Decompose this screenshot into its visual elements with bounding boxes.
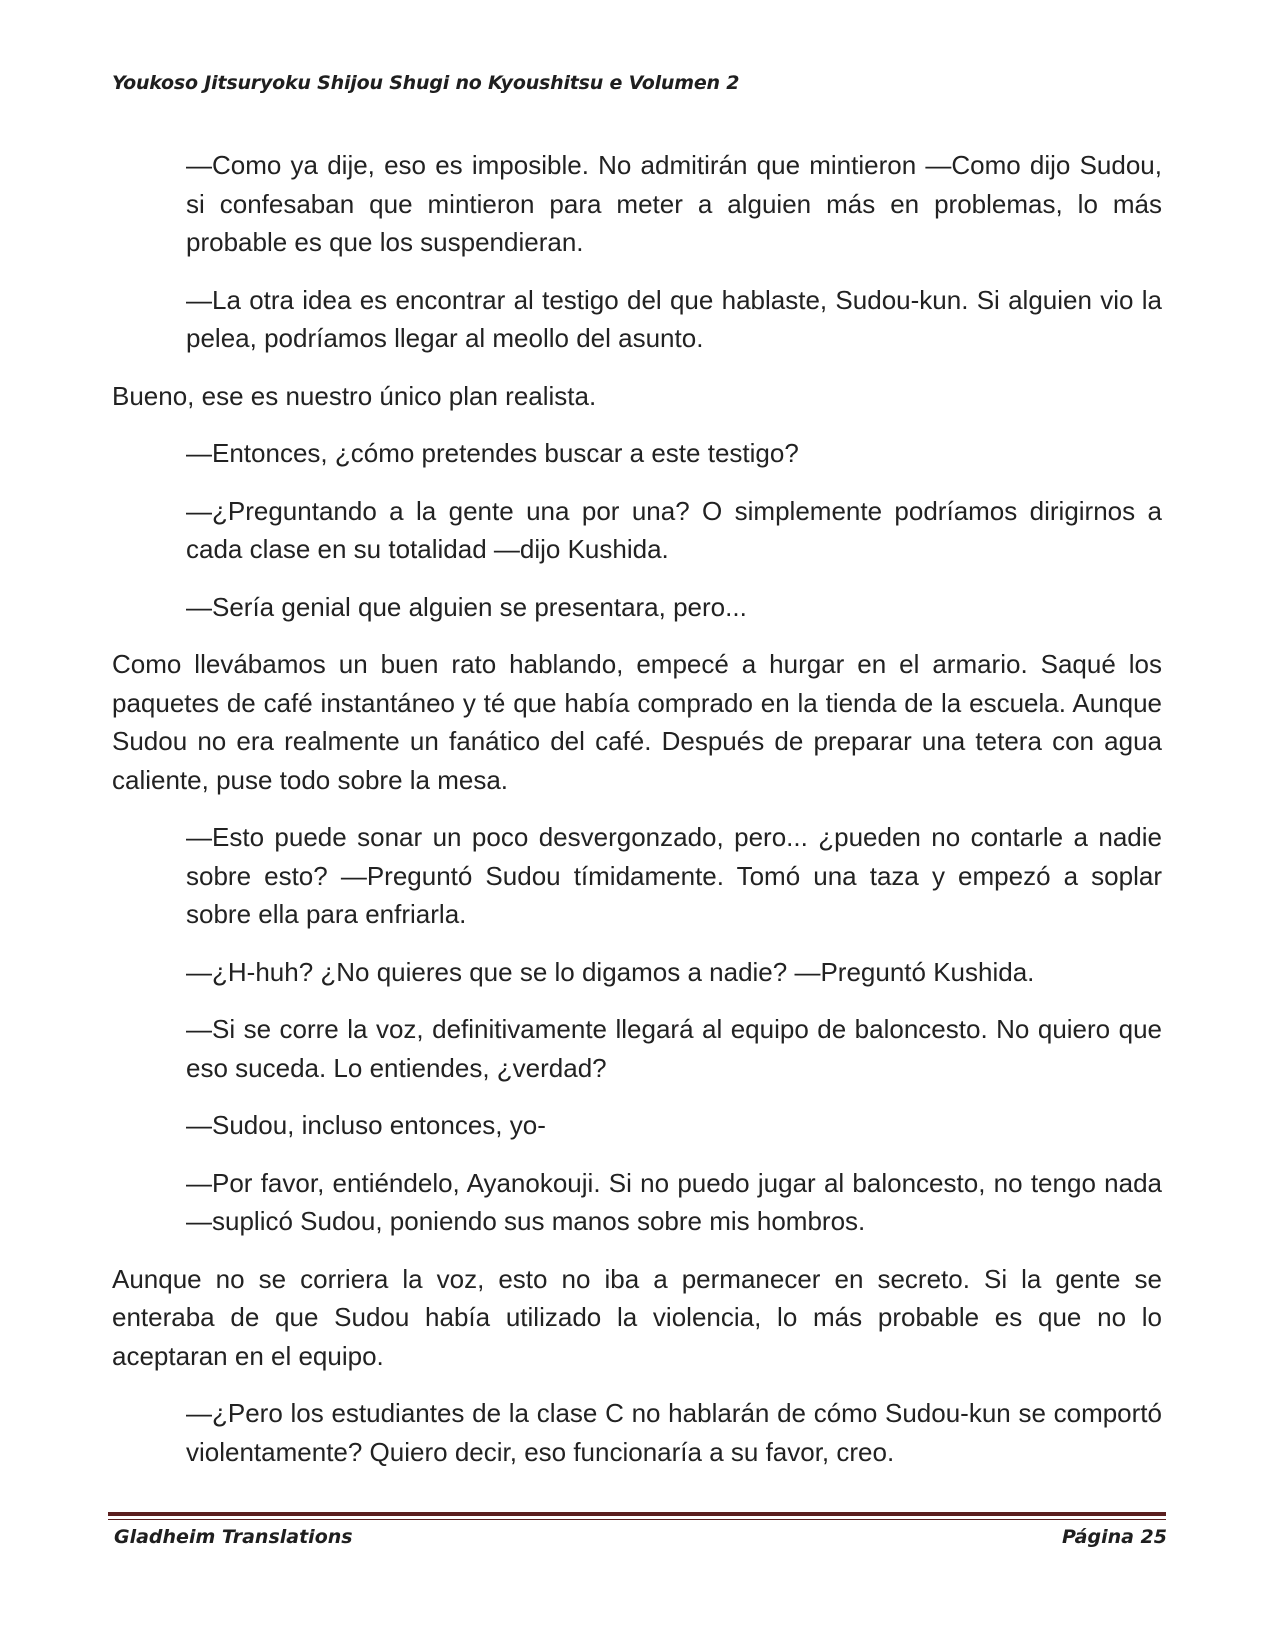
dialogue-paragraph: —Sería genial que alguien se presentara, pero...: [186, 591, 747, 622]
footer-page-number: Página 25: [1061, 1526, 1167, 1548]
dialogue-paragraph: —¿Preguntando a la gente una por una? O simplemente podríamos dirigirnos a cada clase en su totalidad —dijo Kushida.: [186, 495, 1162, 564]
dialogue-paragraph: —Como ya dije, eso es imposible. No admitirán que mintieron —Como dijo Sudou, si confesaban que mintieron para meter a alguien más en problemas, lo más probable es que los suspendieran.: [186, 150, 1162, 257]
footer-rule-thin: [108, 1519, 1166, 1520]
footer-rule-thick: [108, 1512, 1166, 1516]
dialogue-paragraph: —La otra idea es encontrar al testigo del que hablaste, Sudou-kun. Si alguien vio la pelea, podríamos llegar al meollo del asunto.: [186, 284, 1162, 353]
page-header-title: Youkoso Jitsuryoku Shijou Shugi no Kyoushitsu e Volumen 2: [112, 72, 740, 94]
footer-translator: Gladheim Translations: [114, 1526, 353, 1548]
narration-paragraph: Como llevábamos un buen rato hablando, empecé a hurgar en el armario. Saqué los paquetes de café instantáneo y té que había comprado en la tienda de la escuela. Aunque Sudou no era realmente un fanático del café. Después de preparar una tetera con agua caliente, puse todo sobre la mesa.: [112, 649, 1162, 795]
dialogue-paragraph: —¿H-huh? ¿No quieres que se lo digamos a nadie? —Preguntó Kushida.: [186, 956, 1035, 987]
dialogue-paragraph: —Si se corre la voz, definitivamente llegará al equipo de baloncesto. No quiero que eso suceda. Lo entiendes, ¿verdad?: [186, 1014, 1162, 1083]
narration-paragraph: Bueno, ese es nuestro único plan realista.: [112, 380, 597, 411]
dialogue-paragraph: —Entonces, ¿cómo pretendes buscar a este testigo?: [186, 438, 799, 468]
dialogue-paragraph: —Por favor, entiéndelo, Ayanokouji. Si no puedo jugar al baloncesto, no tengo nada —suplicó Sudou, poniendo sus manos sobre mis hombros.: [186, 1167, 1162, 1236]
dialogue-paragraph: —¿Pero los estudiantes de la clase C no hablarán de cómo Sudou-kun se comportó violentamente? Quiero decir, eso funcionaría a su favor, creo.: [186, 1398, 1162, 1467]
dialogue-paragraph: —Sudou, incluso entonces, yo-: [186, 1110, 546, 1140]
narration-paragraph: Aunque no se corriera la voz, esto no iba a permanecer en secreto. Si la gente se enteraba de que Sudou había utilizado la violencia, lo más probable es que no lo aceptaran en el equipo.: [112, 1263, 1162, 1371]
document-body: [112, 146, 1162, 1490]
dialogue-paragraph: —Esto puede sonar un poco desvergonzado, pero... ¿pueden no contarle a nadie sobre esto? —Preguntó Sudou tímidamente. Tomó una taza y empezó a soplar sobre ella para enfriarla.: [186, 822, 1162, 929]
footer-divider: [108, 1512, 1166, 1520]
